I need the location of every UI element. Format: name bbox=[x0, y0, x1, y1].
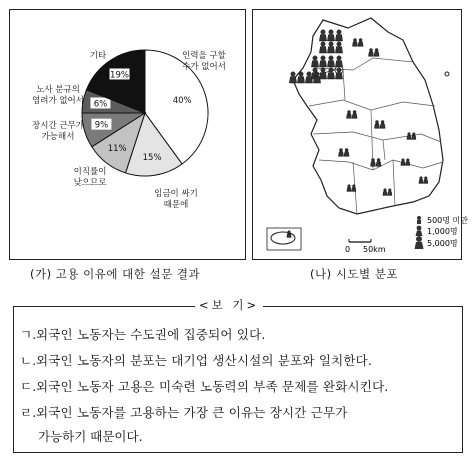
legend-label-large: 5,000명 bbox=[427, 239, 458, 248]
pie-value-label-1: 15% bbox=[142, 152, 162, 163]
bogi-title: <보 기> bbox=[195, 297, 263, 313]
korea-outline bbox=[293, 18, 443, 214]
map-panel bbox=[252, 9, 468, 260]
statement-3 bbox=[20, 377, 389, 395]
bogi-box bbox=[13, 306, 463, 453]
statement-1-text: 외국인 노동자는 수도권에 집중되어 있다. bbox=[36, 327, 266, 342]
statement-2 bbox=[20, 351, 372, 369]
pie-value-label-3: 9% bbox=[94, 120, 109, 131]
pie-value-label-0: 40% bbox=[172, 95, 192, 106]
pie-category-label-1: 임금이 싸기 때문에 bbox=[154, 189, 198, 210]
statement-4-continuation: 가능하기 때문이다. bbox=[38, 429, 143, 444]
statement-4-text: 외국인 노동자를 고용하는 가장 큰 이유는 장시간 근무가 bbox=[36, 405, 348, 420]
pie-value-label-5: 19% bbox=[110, 70, 129, 81]
statement-3-mark: ㄷ. bbox=[20, 379, 37, 394]
pie-category-label-3: 장시간 근무가 가능해서 bbox=[32, 121, 84, 142]
scale-bar bbox=[345, 239, 386, 254]
map-caption: (나) 시도별 분포 bbox=[310, 267, 398, 281]
small-worker-icon bbox=[417, 216, 421, 224]
statement-1-mark: ㄱ. bbox=[20, 327, 37, 342]
large-worker-icon bbox=[415, 236, 424, 249]
scale-zero: 0 bbox=[345, 245, 351, 254]
pie-chart-panel bbox=[9, 9, 246, 260]
pie-category-label-5: 기타 bbox=[89, 51, 107, 61]
statement-2-text: 외국인 노동자의 분포는 대기업 생산시설의 분포와 일치한다. bbox=[36, 353, 373, 368]
pie-category-label-2: 이직률이 낮으므로 bbox=[73, 167, 107, 188]
statement-4-mark: ㄹ. bbox=[20, 405, 37, 420]
legend-label-small: 500명 미만 bbox=[427, 216, 468, 225]
scale-label: 50km bbox=[363, 245, 386, 254]
map-legend bbox=[415, 215, 469, 249]
pie-category-label-0: 인력을 구할 수가 없어서 bbox=[182, 51, 226, 72]
statement-3-text: 외국인 노동자 고용은 미숙련 노동력의 부족 문제를 완화시킨다. bbox=[36, 379, 389, 394]
medium-worker-icon bbox=[416, 226, 423, 236]
statement-1 bbox=[20, 325, 266, 343]
statement-2-mark: ㄴ. bbox=[20, 353, 37, 368]
pie-chart bbox=[10, 10, 245, 259]
pie-chart-caption: (가) 고용 이유에 대한 설문 결과 bbox=[30, 267, 201, 281]
pie-category-label-4: 노사 분규의 염려가 없어서 bbox=[32, 85, 84, 106]
statement-4 bbox=[20, 403, 348, 421]
ulleung-island bbox=[445, 72, 449, 76]
pie-value-label-4: 6% bbox=[93, 99, 108, 110]
korea-map bbox=[253, 10, 468, 259]
jeju-island bbox=[271, 232, 295, 244]
legend-label-medium: 1,000명 bbox=[427, 227, 458, 236]
pie-value-label-2: 11% bbox=[107, 143, 127, 154]
